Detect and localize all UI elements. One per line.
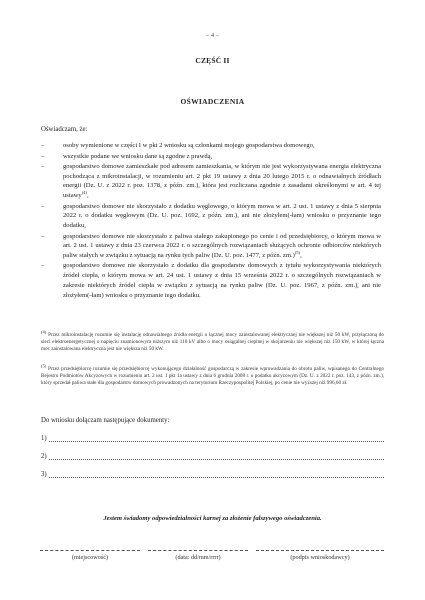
page-number: – 4 – bbox=[206, 32, 219, 39]
footnote bbox=[41, 363, 385, 388]
attachment-number: 2) bbox=[41, 453, 47, 460]
signature-line[interactable] bbox=[256, 544, 384, 551]
statement-text: wszystkie podane we wniosku dane są zgodne z prawdą, bbox=[63, 152, 213, 160]
signature-line[interactable] bbox=[40, 544, 140, 551]
signature-caption: (podpis wnioskodawcy) bbox=[290, 554, 350, 561]
footnote-text: Przez przedsiębiorcę rozumie się przedsiębiorcę wykonującego działalność gospodarczą w zakresie wprowadzania do obrotu paliw, wpisanego do Centralnego Rejestru Podmiotów Akcyzowych w rozumieniu art. 2 ust. 1 pkt 1a ustawy z dnia 6 grudnia 2008 r. o podatku akcyzowym (Dz. U. z 2022 r. poz. 143, z późn. zm.), który sprzedał paliwa stałe dla gospodarstw domowych prowadzonych na terytorium Rzeczypospolitej Polskiej, po cenie nie wyższej niż 996,60 zł. bbox=[41, 366, 385, 387]
attachment-number: 3) bbox=[41, 471, 47, 478]
footnote-ref: (4) bbox=[81, 189, 87, 195]
attachment-field[interactable] bbox=[49, 471, 384, 478]
footnote-mark: (4) bbox=[41, 329, 47, 335]
attachments-label: Do wniosku dołączam następujące dokumenty: bbox=[41, 417, 170, 424]
statement-tail: , bbox=[300, 251, 302, 259]
statement-text: osoby wymienione w części I w pkt 2 wniosku są członkami mojego gospodarstwa domowego, bbox=[63, 142, 315, 149]
section-heading: OŚWIADCZENIA bbox=[180, 97, 245, 106]
statement-text: gospodarstwo domowe zamieszkałe pod adresem zamieszkania, w którym nie jest wykorzystywana energia elektryczna pochodząca z mikroinstalacji, w rozumieniu art. 2 pkt 19 ustawy z dnia 20 lutego 2015 r. o odnawialnych źródłach energii (Dz. U. z 2022 r. poz. 1378, z późn. zm.), która jest rozliczana zgodnie z zasadami określonymi w art. 4 tej ustawy bbox=[63, 163, 381, 200]
statement-text: gospodarstwo domowe nie skorzystało z dodatku dla gospodarstw domowych z tytułu wykorzystywania niektórych źródeł ciepła, o którym mowa w art. 24 ust. 1 ustawy z dnia 15 września 2022 r. o szczególnych rozwiązaniach w zakresie niektórych źródeł ciepła w związku z sytuacją na rynku paliw (Dz. U. poz. 1967, z późn. zm.), ani nie złożyłem(-łam) wniosku o przyznanie tego dodatku. bbox=[63, 262, 381, 299]
dash-bullet: – bbox=[41, 202, 45, 210]
statement-item bbox=[41, 202, 381, 231]
statement-tail: , bbox=[86, 192, 89, 200]
footnote-ref: (5) bbox=[294, 249, 301, 255]
attachment-row-3[interactable] bbox=[41, 471, 384, 478]
dash-bullet: – bbox=[41, 232, 45, 240]
statement-item bbox=[41, 232, 381, 261]
attachment-row-2[interactable] bbox=[41, 453, 384, 460]
attachment-field[interactable] bbox=[49, 435, 384, 442]
statements-list bbox=[41, 141, 381, 301]
statement-text: gospodarstwo domowe nie skorzystało z paliwa stałego zakupionego po cenie i od przedsiębiorcy, o którym mowa w art. 2 ust. 1 ustawy z dnia 23 czerwca 2022 r. o szczególnych rozwiązaniach służących ochronie odbiorców niektórych paliw stałych w związku z sytuacją na rynku tych paliw (Dz. U. poz. 1477, z późn. zm.) bbox=[63, 232, 381, 259]
attachment-row-1[interactable] bbox=[41, 435, 384, 442]
attachment-number: 1) bbox=[41, 435, 47, 442]
statement-item bbox=[41, 261, 381, 300]
footnote-text: Przez mikroinstalację rozumie się instalację odnawialnego źródła energii o łącznej mocy zainstalowanej elektrycznej nie większej niż 50 kW, przyłączoną do sieci elektroenergetycznej o napięciu znamionowym niższym niż 110 kV albo o mocy osiągalnej cieplnej w skojarzeniu nie większej niż 150 kW, w której łączna moc zainstalowana elektryczna jest nie większa niż 50 kW. bbox=[41, 332, 384, 353]
signature-line[interactable] bbox=[148, 544, 248, 551]
attachment-field[interactable] bbox=[49, 453, 384, 460]
statement-text: gospodarstwo domowe nie skorzystało z dodatku węglowego, o którym mowa w art. 2 ust. 1 ustawy z dnia 5 sierpnia 2022 r. o dodatku węglowym (Dz. U. poz. 1692, z późn. zm.), ani nie złożyłem(-łam) wniosku o przyznanie tego dodatku, bbox=[63, 202, 381, 230]
applicant-signature-field[interactable] bbox=[256, 544, 384, 561]
statement-item bbox=[41, 141, 381, 151]
dash-bullet: – bbox=[41, 262, 45, 270]
footnote bbox=[41, 329, 384, 354]
dash-bullet: – bbox=[41, 142, 45, 149]
place-caption: (miejscowość) bbox=[71, 554, 109, 561]
part-title: CZĘŚĆ II bbox=[195, 56, 230, 65]
statement-item bbox=[41, 162, 381, 201]
statement-item bbox=[41, 152, 381, 162]
date-signature-field[interactable] bbox=[148, 544, 248, 561]
intro-text: Oświadczam, że: bbox=[41, 126, 88, 133]
place-signature-field[interactable] bbox=[40, 544, 140, 561]
liability-declaration: Jestem świadomy odpowiedzialności karnej za złożenie fałszywego oświadczenia. bbox=[103, 515, 322, 522]
dash-bullet: – bbox=[41, 163, 45, 170]
footnote-mark: (5) bbox=[41, 363, 47, 369]
dash-bullet: – bbox=[41, 152, 45, 160]
date-caption: (data: dd/mm/rrrr) bbox=[175, 554, 221, 561]
